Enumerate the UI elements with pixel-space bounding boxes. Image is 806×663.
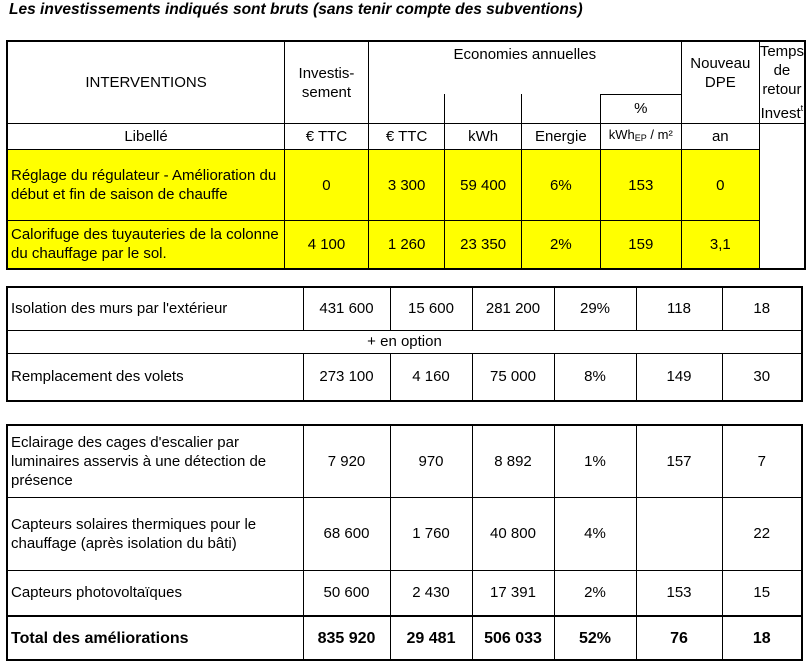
cell-kwh: 281 200 [472, 287, 554, 330]
total-eur: 29 481 [390, 616, 472, 660]
total-retour: 18 [722, 616, 802, 660]
row-label: Isolation des murs par l'extérieur [7, 287, 303, 330]
cell-kwh: 40 800 [472, 497, 554, 570]
cell-kwh: 59 400 [445, 150, 522, 221]
cell-dpe: 153 [600, 150, 681, 221]
header-interventions: INTERVENTIONS [7, 41, 285, 124]
total-kwh: 506 033 [472, 616, 554, 660]
cell-kwh: 17 391 [472, 570, 554, 616]
table-row [7, 353, 802, 401]
header-investissement: Investis- sement [285, 41, 369, 124]
row-label: Calorifuge des tuyauteries de la colonne du chauffage par le sol. [7, 221, 285, 269]
cell-eur: 1 760 [390, 497, 472, 570]
table-row [7, 287, 802, 330]
interventions-table-isolation [6, 286, 803, 402]
cell-kwh: 8 892 [472, 425, 554, 497]
cell-dpe: 153 [636, 570, 722, 616]
cell-invest: 0 [285, 150, 369, 221]
header-kwh: kWh [445, 124, 522, 150]
cell-eur: 1 260 [368, 221, 444, 269]
cell-dpe [636, 497, 722, 570]
total-dpe: 76 [636, 616, 722, 660]
table-row [7, 221, 805, 269]
header-eur-ttc-invest: € TTC [285, 124, 369, 150]
interventions-table-main [6, 40, 806, 270]
cell-dpe: 118 [636, 287, 722, 330]
cell-kwh: 23 350 [445, 221, 522, 269]
header-energie: Energie [521, 124, 600, 150]
header-libelle: Libellé [7, 124, 285, 150]
cell-kwh: 75 000 [472, 353, 554, 401]
row-label: Capteurs solaires thermiques pour le chauffage (après isolation du bâti) [7, 497, 303, 570]
total-row [7, 616, 802, 660]
total-pct: 52% [554, 616, 636, 660]
cell-pct: 2% [554, 570, 636, 616]
cell-eur: 3 300 [368, 150, 444, 221]
header-temps-retour: Temps de retour Invest$^t$ [759, 43, 804, 122]
cell-pct: 4% [554, 497, 636, 570]
total-label: Total des améliorations [7, 616, 303, 660]
interventions-table-other [6, 424, 803, 661]
total-invest: 835 920 [303, 616, 390, 660]
cell-invest: 4 100 [285, 221, 369, 269]
cell-retour: 0 [681, 150, 759, 221]
row-label: Remplacement des volets [7, 353, 303, 401]
cell-pct: 6% [521, 150, 600, 221]
header-eur-ttc-eco: € TTC [368, 124, 444, 150]
table-row [7, 497, 802, 570]
cell-dpe: 149 [636, 353, 722, 401]
cell-pct: 1% [554, 425, 636, 497]
table-row [7, 150, 805, 221]
row-label: Réglage du régulateur - Amélioration du début et fin de saison de chauffe [7, 150, 285, 221]
table-row [7, 570, 802, 616]
option-label: + en option [7, 330, 802, 353]
cell-eur: 2 430 [390, 570, 472, 616]
header-kwh-ep-m2: kWh$_{EP}$ / m² [600, 124, 681, 150]
cell-invest: 7 920 [303, 425, 390, 497]
cell-retour: 15 [722, 570, 802, 616]
cell-dpe: 159 [600, 221, 681, 269]
cell-invest: 431 600 [303, 287, 390, 330]
cell-invest: 68 600 [303, 497, 390, 570]
header-economies-annuelles: Economies annuelles [368, 41, 681, 94]
cell-eur: 15 600 [390, 287, 472, 330]
header-an: an [681, 124, 759, 150]
cell-retour: 3,1 [681, 221, 759, 269]
header-nouveau-dpe: Nouveau DPE [681, 41, 759, 124]
cell-pct: 2% [521, 221, 600, 269]
header-row-3 [7, 124, 805, 150]
option-row [7, 330, 802, 353]
cell-retour: 7 [722, 425, 802, 497]
table-caption: Les investissements indiqués sont bruts (sans tenir compte des subventions) [9, 1, 583, 18]
cell-eur: 4 160 [390, 353, 472, 401]
cell-invest: 273 100 [303, 353, 390, 401]
header-row-1 [7, 41, 805, 94]
cell-eur: 970 [390, 425, 472, 497]
header-pct: % [600, 94, 681, 123]
cell-retour: 18 [722, 287, 802, 330]
row-label: Capteurs photovoltaïques [7, 570, 303, 616]
row-label: Eclairage des cages d'escalier par luminaires asservis à une détection de présence [7, 425, 303, 497]
cell-pct: 29% [554, 287, 636, 330]
cell-dpe: 157 [636, 425, 722, 497]
cell-invest: 50 600 [303, 570, 390, 616]
cell-pct: 8% [554, 353, 636, 401]
table-row [7, 425, 802, 497]
cell-retour: 22 [722, 497, 802, 570]
cell-retour: 30 [722, 353, 802, 401]
